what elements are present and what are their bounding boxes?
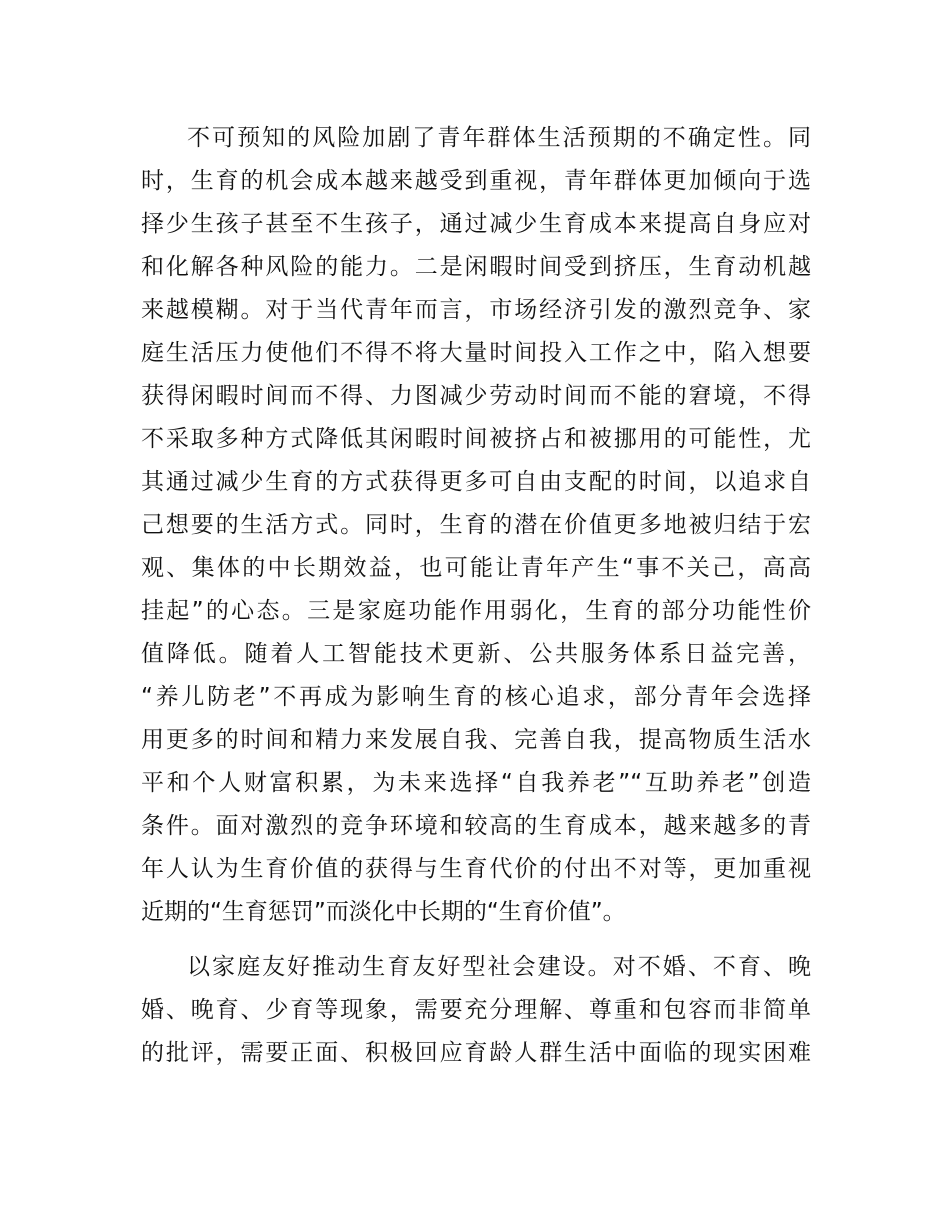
paragraph-line: 平和个人财富积累，为未来选择“自我养老”“互助养老”创造: [141, 770, 811, 796]
paragraph-line: 近期的“生育惩罚”而淡化中长期的“生育价值”。: [141, 899, 626, 925]
paragraph-line: 用更多的时间和精力来发展自我、完善自我，提高物质生活水: [141, 727, 811, 753]
paragraph-line: 以家庭友好推动生育友好型社会建设。对不婚、不育、晚: [187, 954, 811, 980]
paragraph-line: 条件。面对激烈的竞争环境和较高的生育成本，越来越多的青: [141, 813, 811, 839]
paragraph-1: [141, 117, 811, 934]
paragraph-line: 己想要的生活方式。同时，生育的潜在价值更多地被归结于宏: [141, 512, 811, 538]
paragraph-line: 值降低。随着人工智能技术更新、公共服务体系日益完善，: [141, 641, 811, 667]
paragraph-line: 和化解各种风险的能力。二是闲暇时间受到挤压，生育动机越: [141, 254, 811, 280]
paragraph-line: 观、集体的中长期效益，也可能让青年产生“事不关己，高高: [141, 555, 811, 581]
paragraph-line: 挂起”的心态。三是家庭功能作用弱化，生育的部分功能性价: [141, 598, 811, 624]
paragraph-2: [141, 946, 811, 1075]
paragraph-line: 庭生活压力使他们不得不将大量时间投入工作之中，陷入想要: [141, 340, 811, 366]
paragraph-line: 年人认为生育价值的获得与生育代价的付出不对等，更加重视: [141, 856, 811, 882]
paragraph-line: 其通过减少生育的方式获得更多可自由支配的时间，以追求自: [141, 469, 811, 495]
paragraph-line: 不采取多种方式降低其闲暇时间被挤占和被挪用的可能性，尤: [141, 426, 811, 452]
paragraph-line: 择少生孩子甚至不生孩子，通过减少生育成本来提高自身应对: [141, 211, 811, 237]
paragraph-line: “养儿防老”不再成为影响生育的核心追求，部分青年会选择: [141, 684, 811, 710]
paragraph-line: 获得闲暇时间而不得、力图减少劳动时间而不能的窘境，不得: [141, 383, 811, 409]
paragraph-line: 时，生育的机会成本越来越受到重视，青年群体更加倾向于选: [141, 168, 811, 194]
paragraph-line: 的批评，需要正面、积极回应育龄人群生活中面临的现实困难: [141, 1040, 811, 1066]
paragraph-line: 不可预知的风险加剧了青年群体生活预期的不确定性。同: [187, 125, 811, 151]
paragraph-line: 来越模糊。对于当代青年而言，市场经济引发的激烈竞争、家: [141, 297, 811, 323]
paragraph-line: 婚、晚育、少育等现象，需要充分理解、尊重和包容而非简单: [141, 997, 811, 1023]
